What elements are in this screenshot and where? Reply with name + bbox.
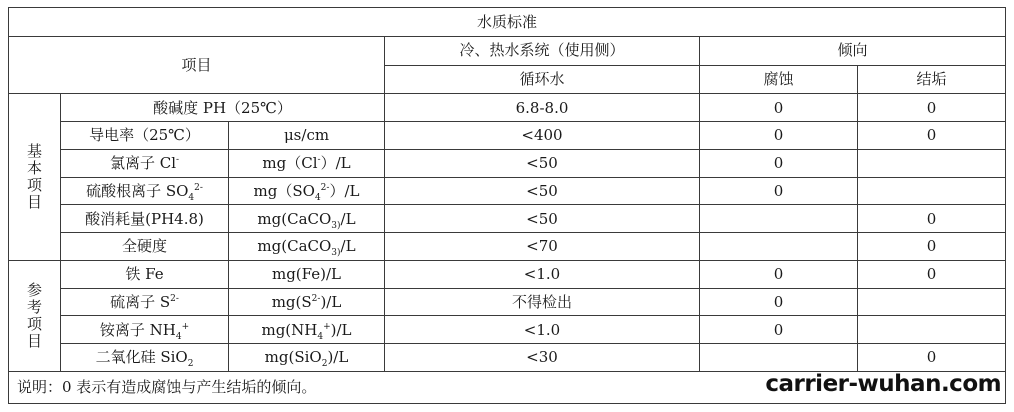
header-corrosion: 腐蚀 [700,65,858,94]
cell-circulating: 不得检出 [385,288,700,316]
cell-circulating: <400 [385,122,700,150]
header-circulating: 循环水 [385,65,700,94]
group-reference: 参考项目 [9,260,61,371]
table-note [9,371,1006,403]
header-item: 项目 [9,36,385,94]
row-name: 全硬度 [61,233,229,261]
cell-corrosion: 0 [700,94,858,122]
row-unit: mg(Fe)/L [229,260,385,288]
cell-scaling: 0 [858,233,1006,261]
cell-circulating: <50 [385,205,700,233]
cell-scaling [858,316,1006,344]
cell-circulating: <1.0 [385,260,700,288]
cell-scaling: 0 [858,344,1006,372]
row-name: 氯离子 Cl- [61,149,229,177]
cell-corrosion [700,344,858,372]
cell-circulating: <30 [385,344,700,372]
row-unit: $mg(NH_4^+)/L$ [229,316,385,344]
cell-scaling [858,149,1006,177]
row-name: 酸消耗量(PH4.8) [61,205,229,233]
row-unit: μs/cm [229,122,385,150]
row-name: 导电率（25℃） [61,122,229,150]
cell-circulating: <50 [385,177,700,205]
row-unit: $mg(S^{2-})/L$ [229,288,385,316]
group-basic: 基本项目 [9,94,61,261]
cell-corrosion: 0 [700,316,858,344]
note-text: 说明：0 表示有造成腐蚀与产生结垢的倾向。 [17,378,317,397]
row-unit: $mg(SO_4^{2-})/L$ [229,177,385,205]
row-name: 硫酸根离子 $SO_4^{2-}$ [61,177,229,205]
row-unit: mg(CaCO$_{3)}$/L [229,233,385,261]
row-name: 二氧化硅 SiO$_2$ [61,344,229,372]
cell-corrosion [700,205,858,233]
cell-scaling: 0 [858,260,1006,288]
row-name: 铁 Fe [61,260,229,288]
row-unit: mg（Cl-）/L [229,149,385,177]
cell-scaling [858,288,1006,316]
row-unit: mg(CaCO$_{3)}$/L [229,205,385,233]
water-quality-table [8,7,1006,404]
table-title: 水质标准 [9,8,1006,37]
header-tendency-group: 倾向 [700,36,1006,65]
header-system-group: 冷、热水系统（使用侧） [385,36,700,65]
cell-circulating: <50 [385,149,700,177]
cell-corrosion: 0 [700,288,858,316]
cell-scaling: 0 [858,94,1006,122]
row-name: 酸碱度 PH（25℃） [61,94,385,122]
row-name: 硫离子 $S^{2-}$ [61,288,229,316]
cell-corrosion: 0 [700,149,858,177]
cell-circulating: 6.8-8.0 [385,94,700,122]
cell-corrosion: 0 [700,122,858,150]
cell-scaling: 0 [858,205,1006,233]
header-scaling: 结垢 [858,65,1006,94]
cell-scaling: 0 [858,122,1006,150]
row-unit: mg(SiO$_2$)/L [229,344,385,372]
cell-scaling [858,177,1006,205]
cell-circulating: <70 [385,233,700,261]
cell-corrosion: 0 [700,177,858,205]
row-name: 铵离子 $NH_4^+$ [61,316,229,344]
watermark: carrier-wuhan.com [765,371,1002,397]
cell-corrosion [700,233,858,261]
cell-circulating: <1.0 [385,316,700,344]
cell-corrosion: 0 [700,260,858,288]
